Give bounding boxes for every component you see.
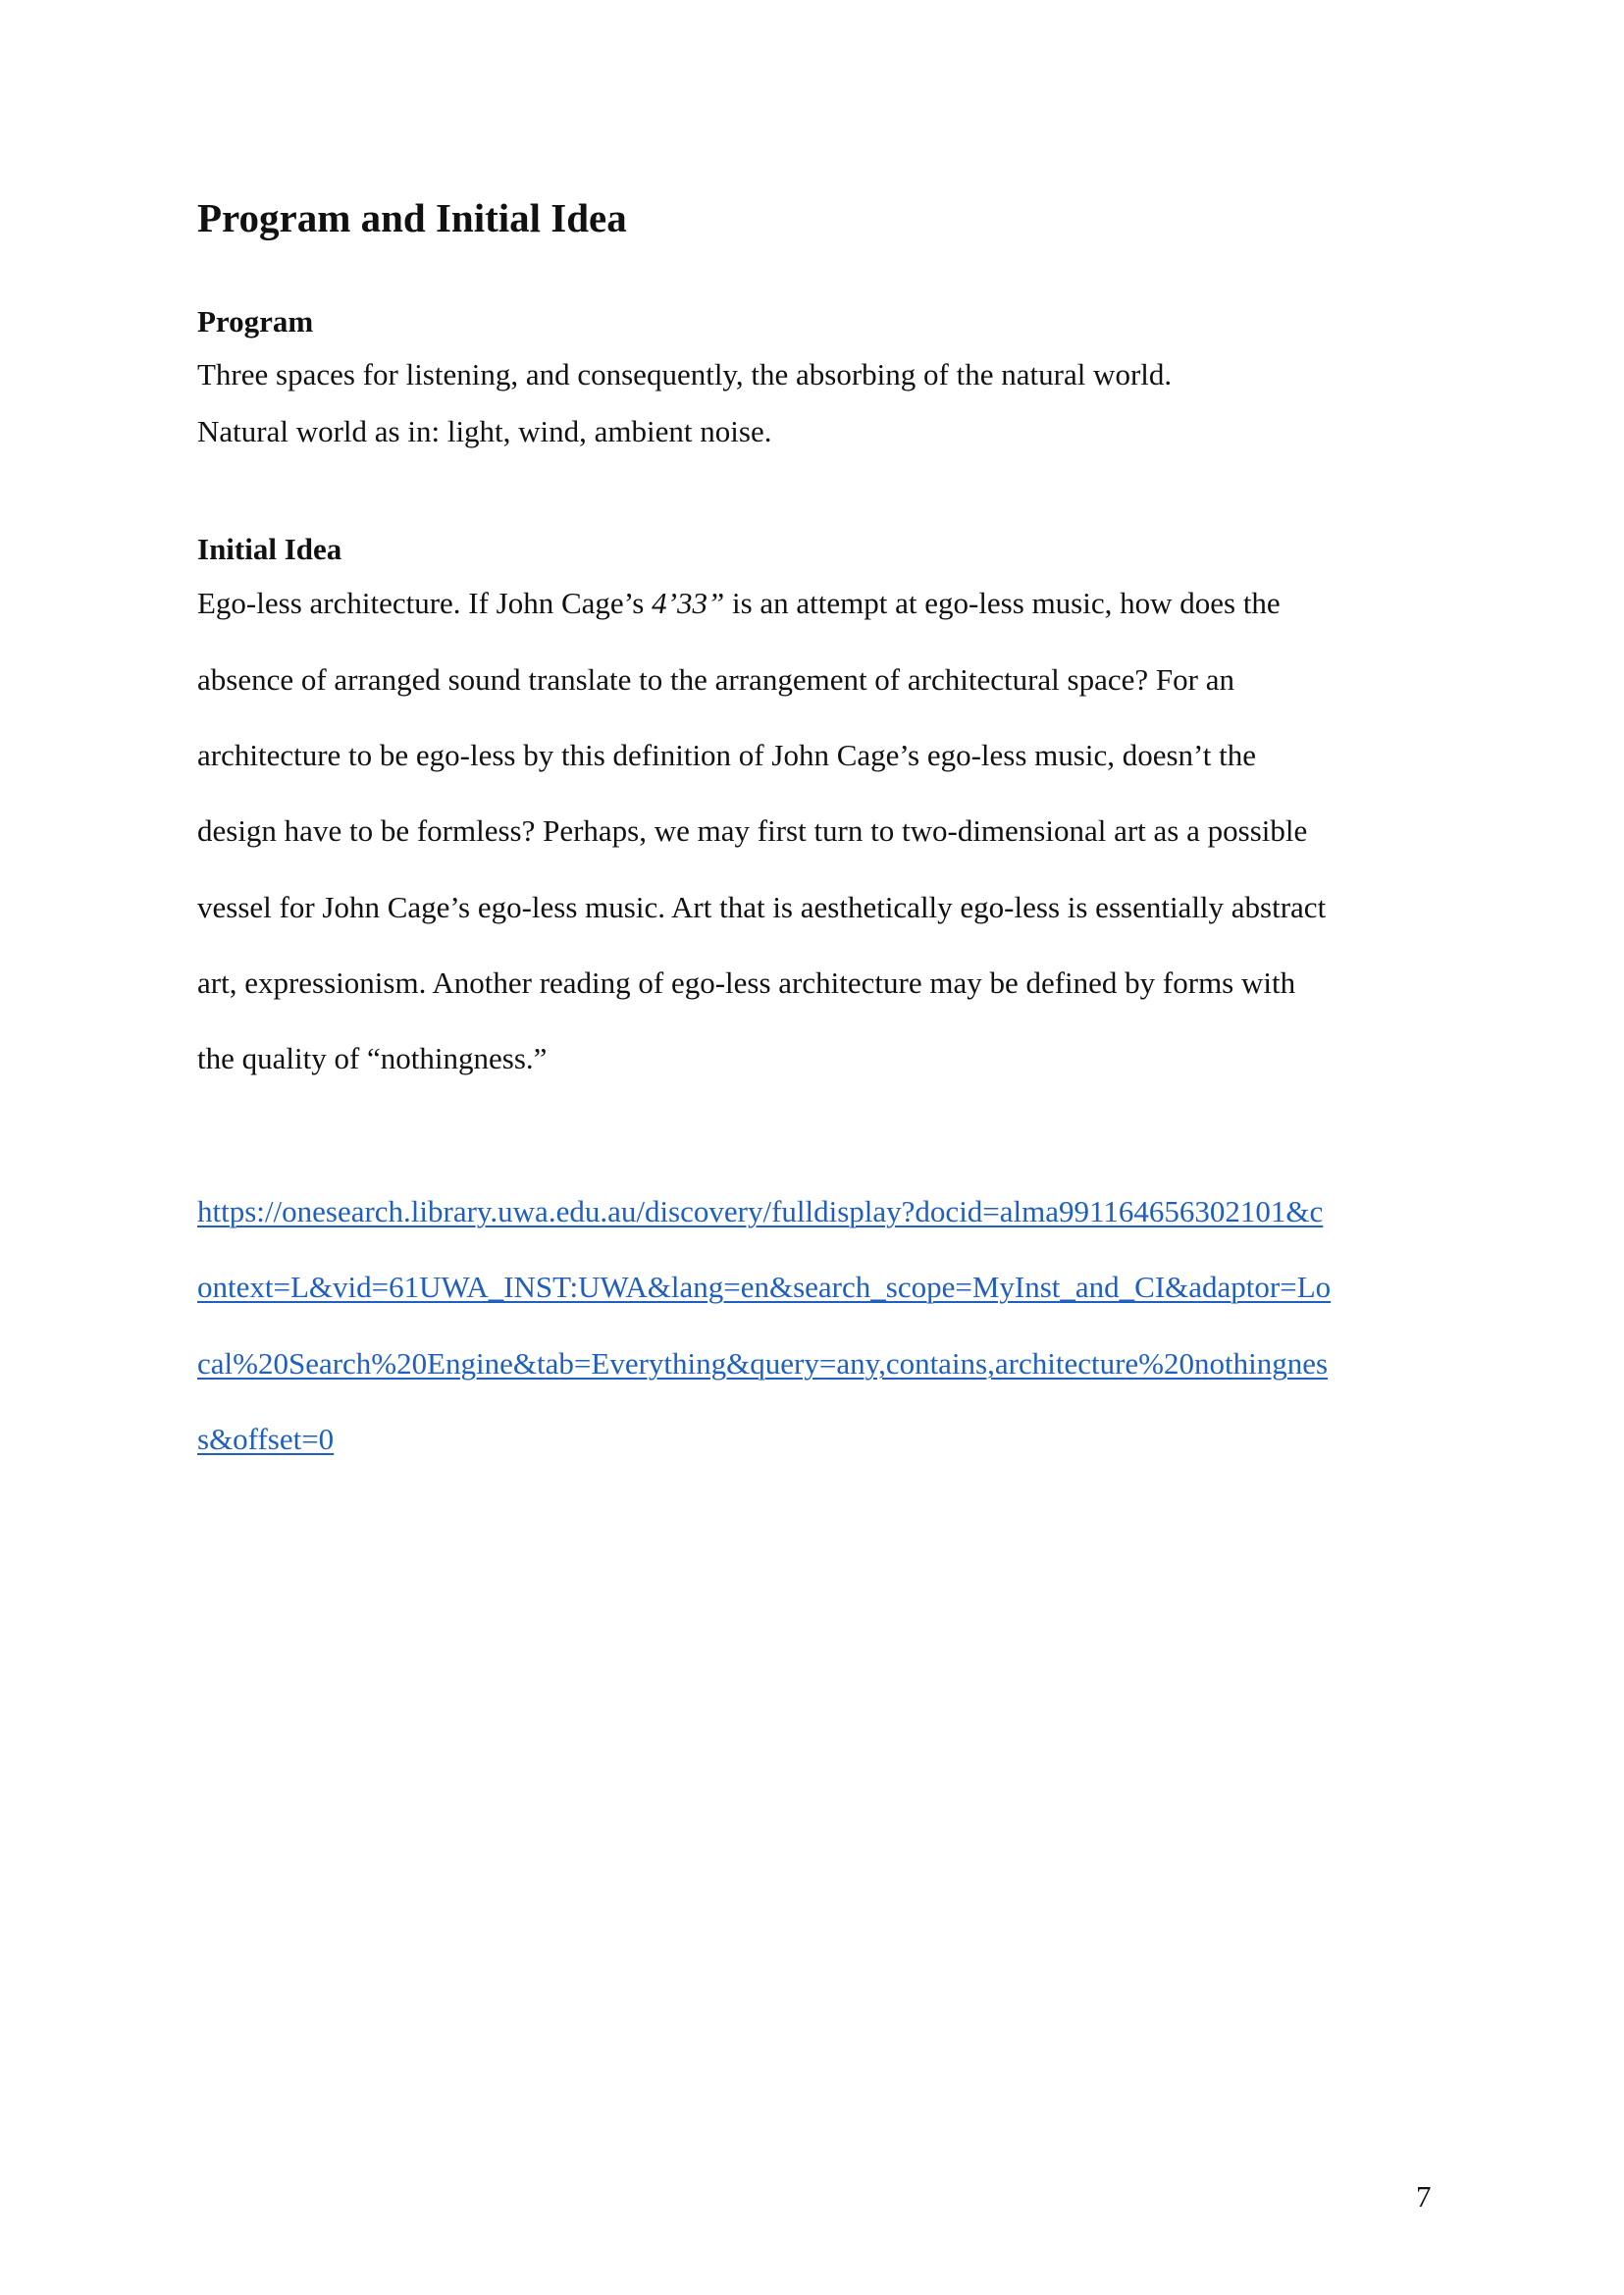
reference-link-line-2[interactable]: ontext=L&vid=61UWA_INST:UWA&lang=en&search_scope=MyInst_and_CI&adaptor=Lo [197, 1270, 1332, 1304]
initial-idea-line-4: design have to be formless? Perhaps, we may first turn to two-dimensional art as a possible [197, 813, 1308, 848]
work-title-4-33: 4’33” [652, 586, 725, 620]
reference-link-line-3[interactable]: cal%20Search%20Engine&tab=Everything&query=any,contains,architecture%20nothingnes [197, 1346, 1329, 1381]
reference-link-line-4[interactable]: s&offset=0 [197, 1422, 335, 1456]
program-line-1: Three spaces for listening, and consequently, the absorbing of the natural world. [197, 357, 1173, 391]
page-title: Program and Initial Idea [197, 195, 627, 240]
initial-idea-line-1-before: Ego-less architecture. If John Cage’s [197, 586, 653, 620]
initial-idea-heading: Initial Idea [197, 532, 342, 566]
initial-idea-line-5: vessel for John Cage’s ego-less music. Art that is aesthetically ego-less is essentially abstract [197, 890, 1327, 924]
initial-idea-line-1-after: is an attempt at ego-less music, how does the [724, 586, 1281, 620]
program-heading: Program [197, 304, 314, 339]
initial-idea-line-1 [197, 585, 1281, 621]
reference-link-line-1[interactable]: https://onesearch.library.uwa.edu.au/discovery/fulldisplay?docid=alma991164656302101&c [197, 1194, 1324, 1228]
page-number: 7 [1416, 2179, 1432, 2214]
initial-idea-line-2: absence of arranged sound translate to the arrangement of architectural space? For an [197, 662, 1234, 697]
initial-idea-line-3: architecture to be ego-less by this definition of John Cage’s ego-less music, doesn’t the [197, 738, 1257, 772]
initial-idea-line-6: art, expressionism. Another reading of ego-less architecture may be defined by forms with [197, 965, 1296, 1000]
initial-idea-line-7: the quality of “nothingness.” [197, 1041, 548, 1075]
program-line-2: Natural world as in: light, wind, ambient noise. [197, 414, 772, 448]
